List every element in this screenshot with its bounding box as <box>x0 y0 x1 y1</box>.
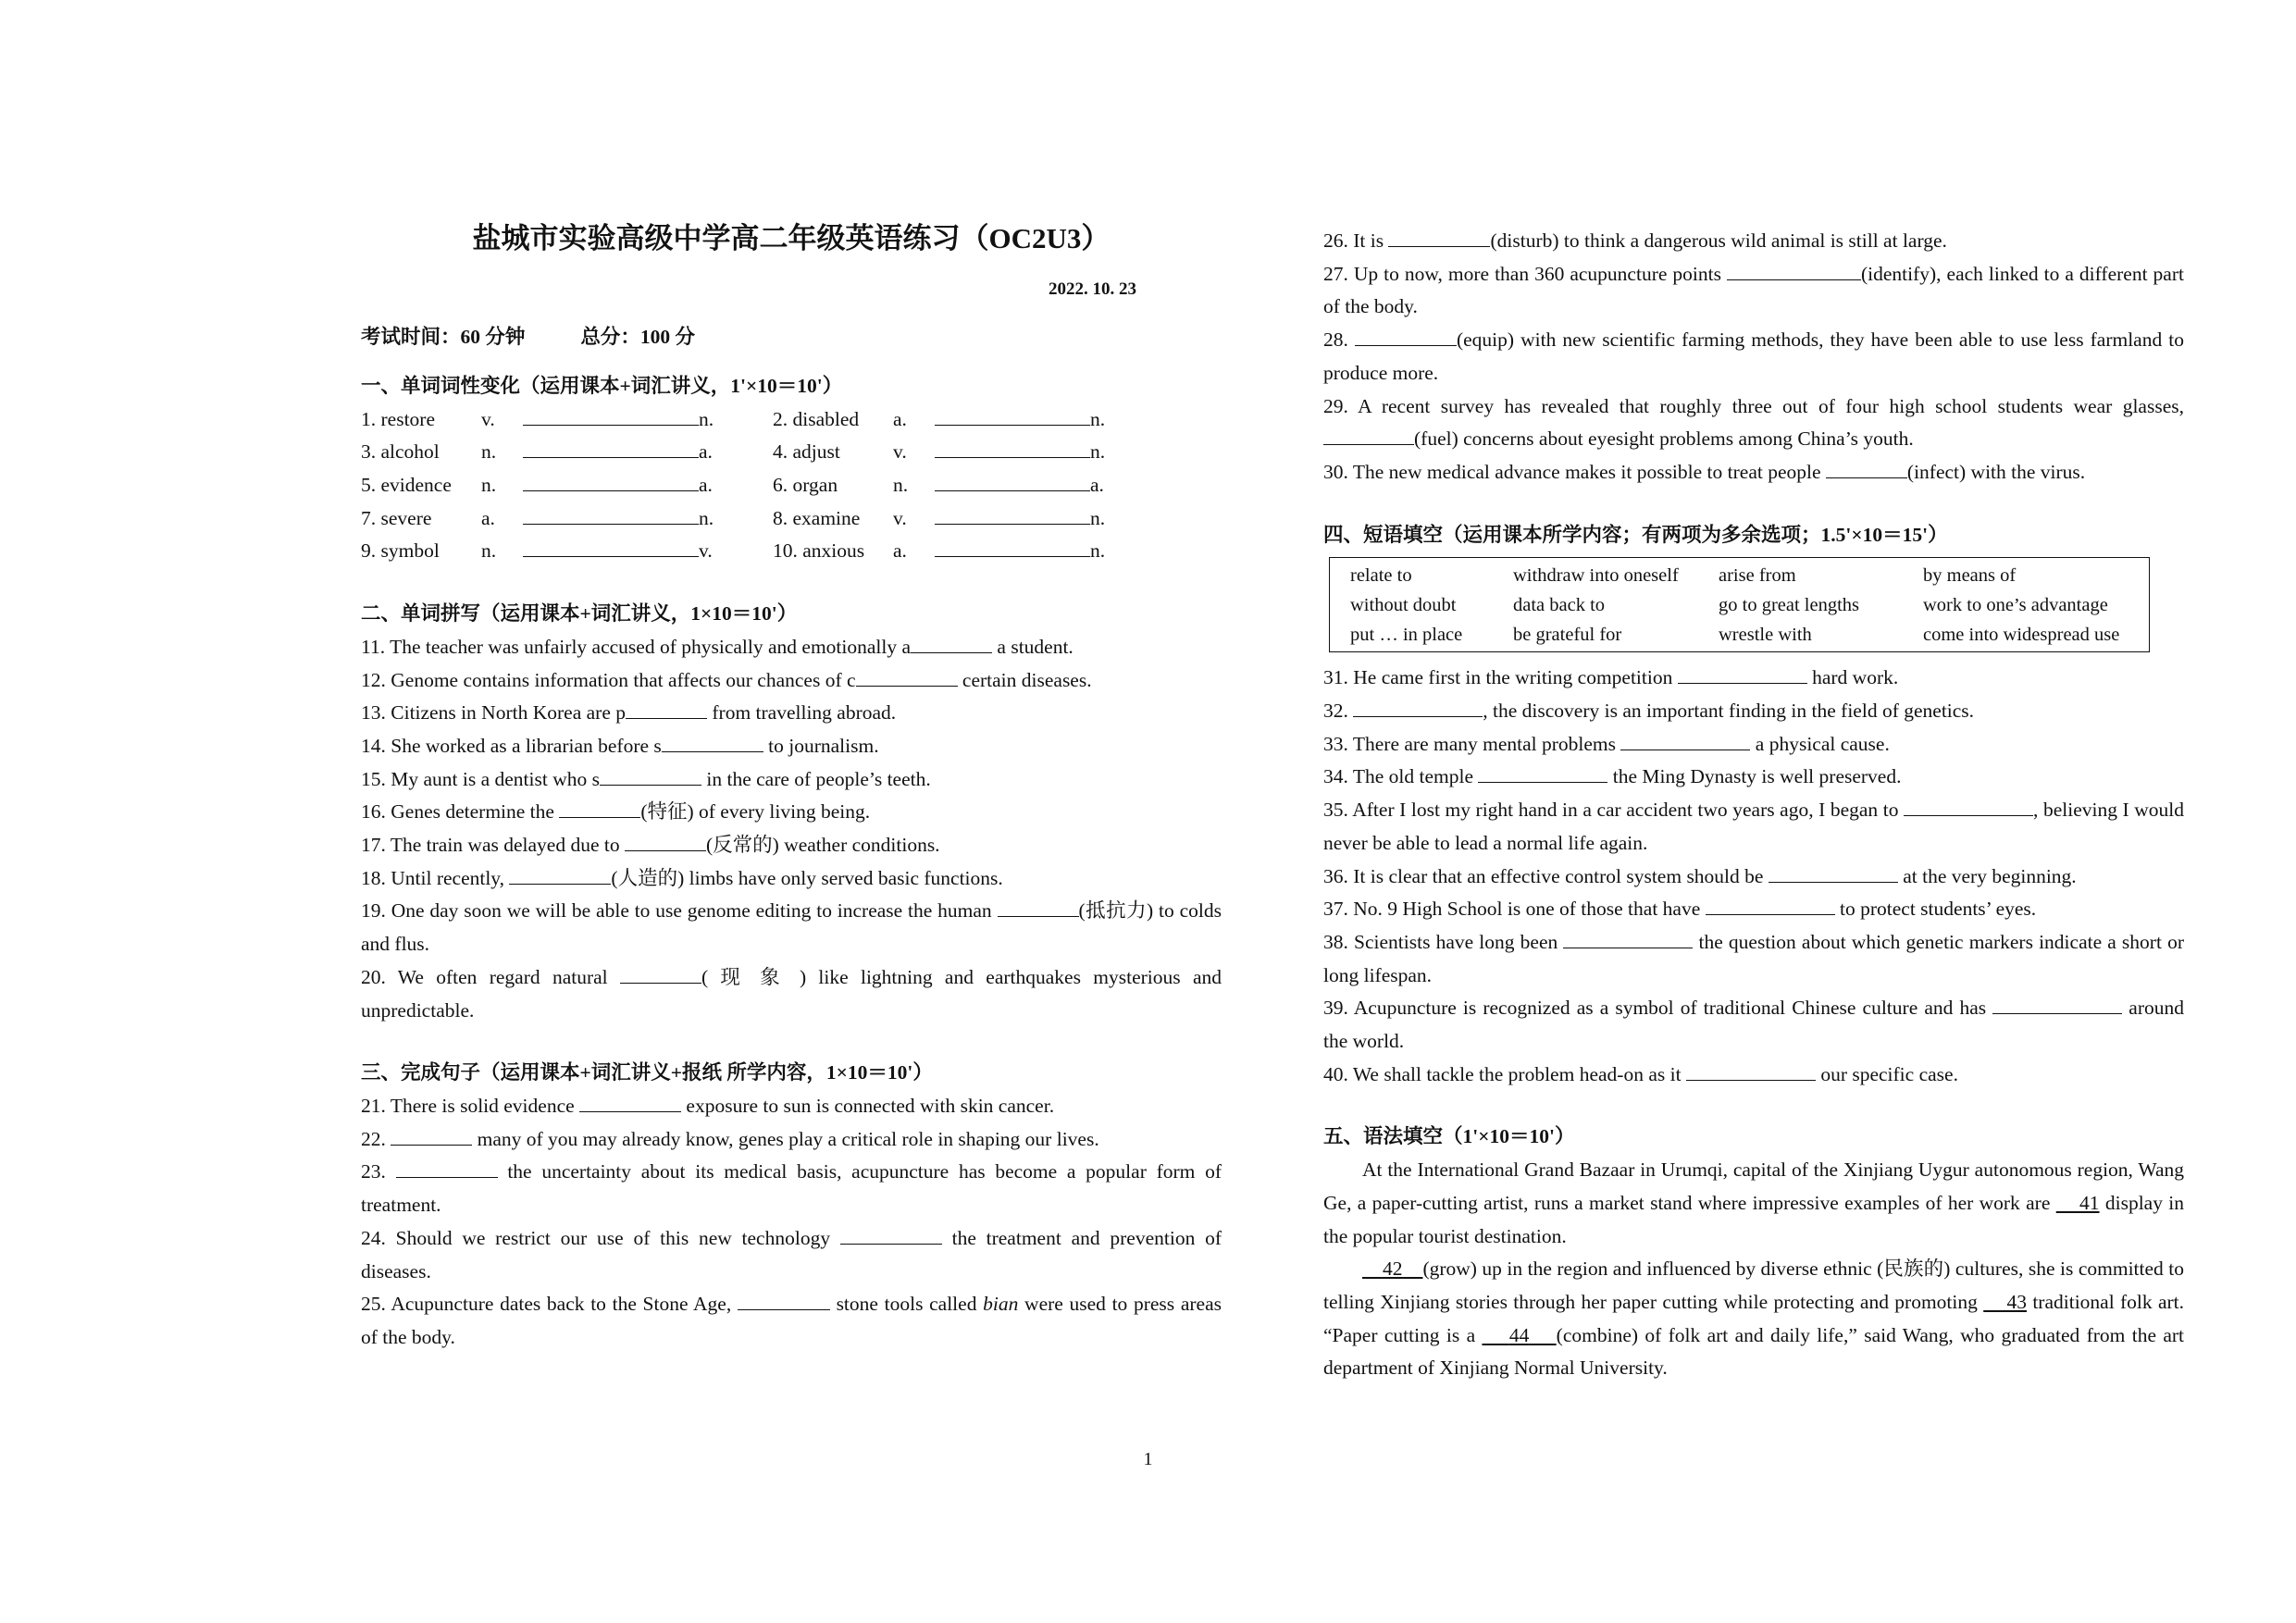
question-13: 13. Citizens in North Korea are p from travelling abroad. <box>361 697 1222 730</box>
answer-blank[interactable]: a. <box>523 436 773 469</box>
question-38: 38. Scientists have long been the question about which genetic markers indicate a short or long lifespan. <box>1323 926 2184 992</box>
answer-blank[interactable]: v. <box>523 535 773 568</box>
answer-blank[interactable] <box>626 698 707 719</box>
word: 4. adjust <box>773 440 840 464</box>
answer-blank[interactable]: n. <box>523 403 773 437</box>
section5-heading: 五、语法填空（1'×10＝10'） <box>1323 1125 1575 1148</box>
answer-blank[interactable] <box>1388 226 1490 247</box>
word: 7. severe <box>361 506 432 529</box>
answer-blank[interactable]: n. <box>935 403 1120 437</box>
answer-blank[interactable] <box>1992 993 2122 1014</box>
phrase-row <box>1330 590 2149 620</box>
passage-paragraph-2: 42 (grow) up in the region and influenced by diverse ethnic (民族的) cultures, she is committed to telling Xinjiang stories through her paper cutting while protecting and promoting 43 traditional folk art. “Paper cutting is a 44 (combine) of folk art and daily life,” said Wang, who graduated from the art department of Xinjiang Normal University. <box>1323 1258 2185 1380</box>
question-15: 15. My aunt is a dentist who s in the care of people’s teeth. <box>361 763 1222 797</box>
word: 2. disabled <box>773 407 860 430</box>
question-16: 16. Genes determine the (特征) of every living being. <box>361 796 1222 829</box>
phrase-row <box>1330 561 2149 590</box>
answer-blank[interactable] <box>1678 663 1807 684</box>
word: 8. examine <box>773 506 861 529</box>
answer-blank[interactable] <box>559 797 640 818</box>
question-18: 18. Until recently, (人造的) limbs have only served basic functions. <box>361 862 1222 896</box>
question-17: 17. The train was delayed due to (反常的) weather conditions. <box>361 829 1222 862</box>
blank-42[interactable]: 42 <box>1382 1258 1403 1281</box>
word-row <box>361 469 1222 502</box>
question-36: 36. It is clear that an effective control system should be at the very beginning. <box>1323 861 2184 894</box>
answer-blank[interactable] <box>738 1289 830 1310</box>
blank-43[interactable]: 43 <box>2006 1290 2027 1313</box>
question-39: 39. Acupuncture is recognized as a symbol of traditional Chinese culture and has around the world. <box>1323 992 2184 1058</box>
passage-paragraph-1: At the International Grand Bazaar in Urumqi, capital of the Xinjiang Uygur autonomous region, Wang Ge, a paper-cutting artist, runs a market stand where impressive examples of her work are 41 display in the popular tourist destination. <box>1323 1158 2185 1247</box>
word-row <box>361 403 1222 437</box>
phrase: without doubt <box>1350 595 1457 616</box>
exam-date: 2022. 10. 23 <box>1049 279 1136 299</box>
answer-blank[interactable]: n. <box>523 502 773 536</box>
answer-blank[interactable] <box>391 1124 472 1146</box>
phrase: by means of <box>1923 565 2017 587</box>
answer-blank[interactable] <box>1706 894 1835 915</box>
answer-blank[interactable] <box>856 665 958 687</box>
question-32: 32. , the discovery is an important finding in the field of genetics. <box>1323 695 2184 728</box>
phrase: come into widespread use <box>1923 625 2120 646</box>
word: 5. evidence <box>361 474 452 497</box>
answer-blank[interactable] <box>1826 457 1907 478</box>
question-34: 34. The old temple the Ming Dynasty is well preserved. <box>1323 761 2184 794</box>
answer-blank[interactable] <box>509 863 611 885</box>
phrase-bank <box>1329 557 2150 652</box>
answer-blank[interactable]: n. <box>935 436 1120 469</box>
answer-blank[interactable] <box>1323 424 1414 445</box>
answer-blank[interactable] <box>1353 696 1483 717</box>
question-26: 26. It is (disturb) to think a dangerous wild animal is still at large. <box>1323 225 2184 258</box>
pos: a. <box>893 407 907 430</box>
answer-blank[interactable] <box>620 962 701 984</box>
answer-blank[interactable] <box>840 1223 942 1245</box>
phrase: data back to <box>1513 595 1606 616</box>
question-28: 28. (equip) with new scientific farming methods, they have been able to use less farmland to produce more. <box>1323 324 2184 390</box>
word-form-table <box>361 403 1222 568</box>
question-24: 24. Should we restrict our use of this new technology the treatment and prevention of diseases. <box>361 1222 1222 1288</box>
answer-blank[interactable] <box>662 731 763 752</box>
phrase: put … in place <box>1350 625 1463 646</box>
question-33: 33. There are many mental problems a physical cause. <box>1323 728 2184 762</box>
word: 9. symbol <box>361 539 440 563</box>
section4-heading: 四、短语填空（运用课本所学内容；有两项为多余选项；1.5'×10＝15'） <box>1323 523 1948 546</box>
answer-blank[interactable] <box>1563 927 1693 948</box>
phrase: arise from <box>1719 565 1796 587</box>
word: 3. alcohol <box>361 440 440 464</box>
answer-blank[interactable] <box>1727 259 1861 280</box>
blank-41[interactable]: 41 <box>2079 1191 2100 1214</box>
answer-blank[interactable] <box>579 1091 681 1112</box>
question-27: 27. Up to now, more than 360 acupuncture points (identify), each linked to a different part of the body. <box>1323 258 2184 324</box>
answer-blank[interactable]: a. <box>523 469 773 502</box>
question-20: 20. We often regard natural ( 现 象 ) like lightning and earthquakes mysterious and unpredictable. <box>361 961 1222 1027</box>
answer-blank[interactable] <box>1769 861 1898 883</box>
right-column <box>1323 225 2184 1385</box>
answer-blank[interactable] <box>600 764 701 786</box>
word: 1. restore <box>361 407 435 430</box>
pos: a. <box>893 539 907 563</box>
exam-time: 考试时间：60 分钟 <box>361 326 526 348</box>
question-12: 12. Genome contains information that affects our chances of c certain diseases. <box>361 664 1222 698</box>
left-column <box>361 211 1222 1355</box>
word: 10. anxious <box>773 539 865 563</box>
answer-blank[interactable] <box>998 896 1079 917</box>
pos: v. <box>893 440 907 464</box>
answer-blank[interactable] <box>911 632 992 653</box>
phrase: work to one’s advantage <box>1923 595 2108 616</box>
question-29: 29. A recent survey has revealed that roughly three out of four high school students wear glasses, (fuel) concerns about eyesight problems among China’s youth. <box>1323 394 2184 451</box>
question-37: 37. No. 9 High School is one of those that have to protect students’ eyes. <box>1323 893 2184 926</box>
phrase-row <box>1330 620 2149 650</box>
answer-blank[interactable] <box>625 830 706 851</box>
page-number: 1 <box>1143 1449 1153 1469</box>
section3-heading: 三、完成句子（运用课本+词汇讲义+报纸 所学内容，1×10＝10'） <box>361 1061 933 1084</box>
blank-44[interactable]: 44 <box>1508 1323 1530 1346</box>
section1-heading: 一、单词词性变化（运用课本+词汇讲义，1'×10＝10'） <box>361 375 843 397</box>
answer-blank[interactable] <box>1904 795 2033 816</box>
pos: v. <box>481 407 495 430</box>
section2-heading: 二、单词拼写（运用课本+词汇讲义，1×10＝10'） <box>361 602 798 626</box>
answer-blank[interactable] <box>1478 762 1607 783</box>
answer-blank[interactable] <box>1686 1059 1816 1081</box>
word: 6. organ <box>773 474 838 497</box>
question-21: 21. There is solid evidence exposure to sun is connected with skin cancer. <box>361 1090 1222 1123</box>
question-30: 30. The new medical advance makes it possible to treat people (infect) with the virus. <box>1323 456 2184 489</box>
question-19: 19. One day soon we will be able to use genome editing to increase the human (抵抗力) to colds and flus. <box>361 895 1222 960</box>
pos: n. <box>893 474 909 497</box>
answer-blank[interactable] <box>1620 729 1750 750</box>
question-22: 22. many of you may already know, genes play a critical role in shaping our lives. <box>361 1123 1222 1157</box>
exam-info <box>361 318 1222 370</box>
phrase: go to great lengths <box>1719 595 1860 616</box>
question-31: 31. He came first in the writing competition hard work. <box>1323 662 2184 695</box>
word-row <box>361 436 1222 469</box>
question-14: 14. She worked as a librarian before s to journalism. <box>361 730 1222 763</box>
answer-blank[interactable]: n. <box>935 502 1120 536</box>
total-score: 总分：100 分 <box>580 326 696 348</box>
phrase: wrestle with <box>1719 625 1812 646</box>
question-40: 40. We shall tackle the problem head-on as it our specific case. <box>1323 1059 2184 1092</box>
question-35: 35. After I lost my right hand in a car accident two years ago, I began to , believing I would never be able to lead a normal life again. <box>1323 794 2184 860</box>
word-row <box>361 502 1222 536</box>
phrase: withdraw into oneself <box>1513 565 1679 587</box>
pos: n. <box>481 539 497 563</box>
pos: v. <box>893 506 907 529</box>
pos: a. <box>481 506 495 529</box>
question-25: 25. Acupuncture dates back to the Stone Age, stone tools called bian were used to press areas of the body. <box>361 1288 1222 1354</box>
answer-blank[interactable]: a. <box>935 469 1120 502</box>
phrase: relate to <box>1350 565 1412 587</box>
page-title: 盐城市实验高级中学高二年级英语练习（OC2U3） <box>472 222 1111 254</box>
question-23: 23. the uncertainty about its medical basis, acupuncture has become a popular form of treatment. <box>361 1156 1222 1221</box>
answer-blank[interactable] <box>1355 325 1457 346</box>
pos: n. <box>481 474 497 497</box>
question-11: 11. The teacher was unfairly accused of physically and emotionally a a student. <box>361 631 1222 664</box>
answer-blank[interactable] <box>396 1157 498 1178</box>
answer-blank[interactable]: n. <box>935 535 1120 568</box>
pos: n. <box>481 440 497 464</box>
word-row <box>361 535 1222 568</box>
phrase: be grateful for <box>1513 625 1622 646</box>
